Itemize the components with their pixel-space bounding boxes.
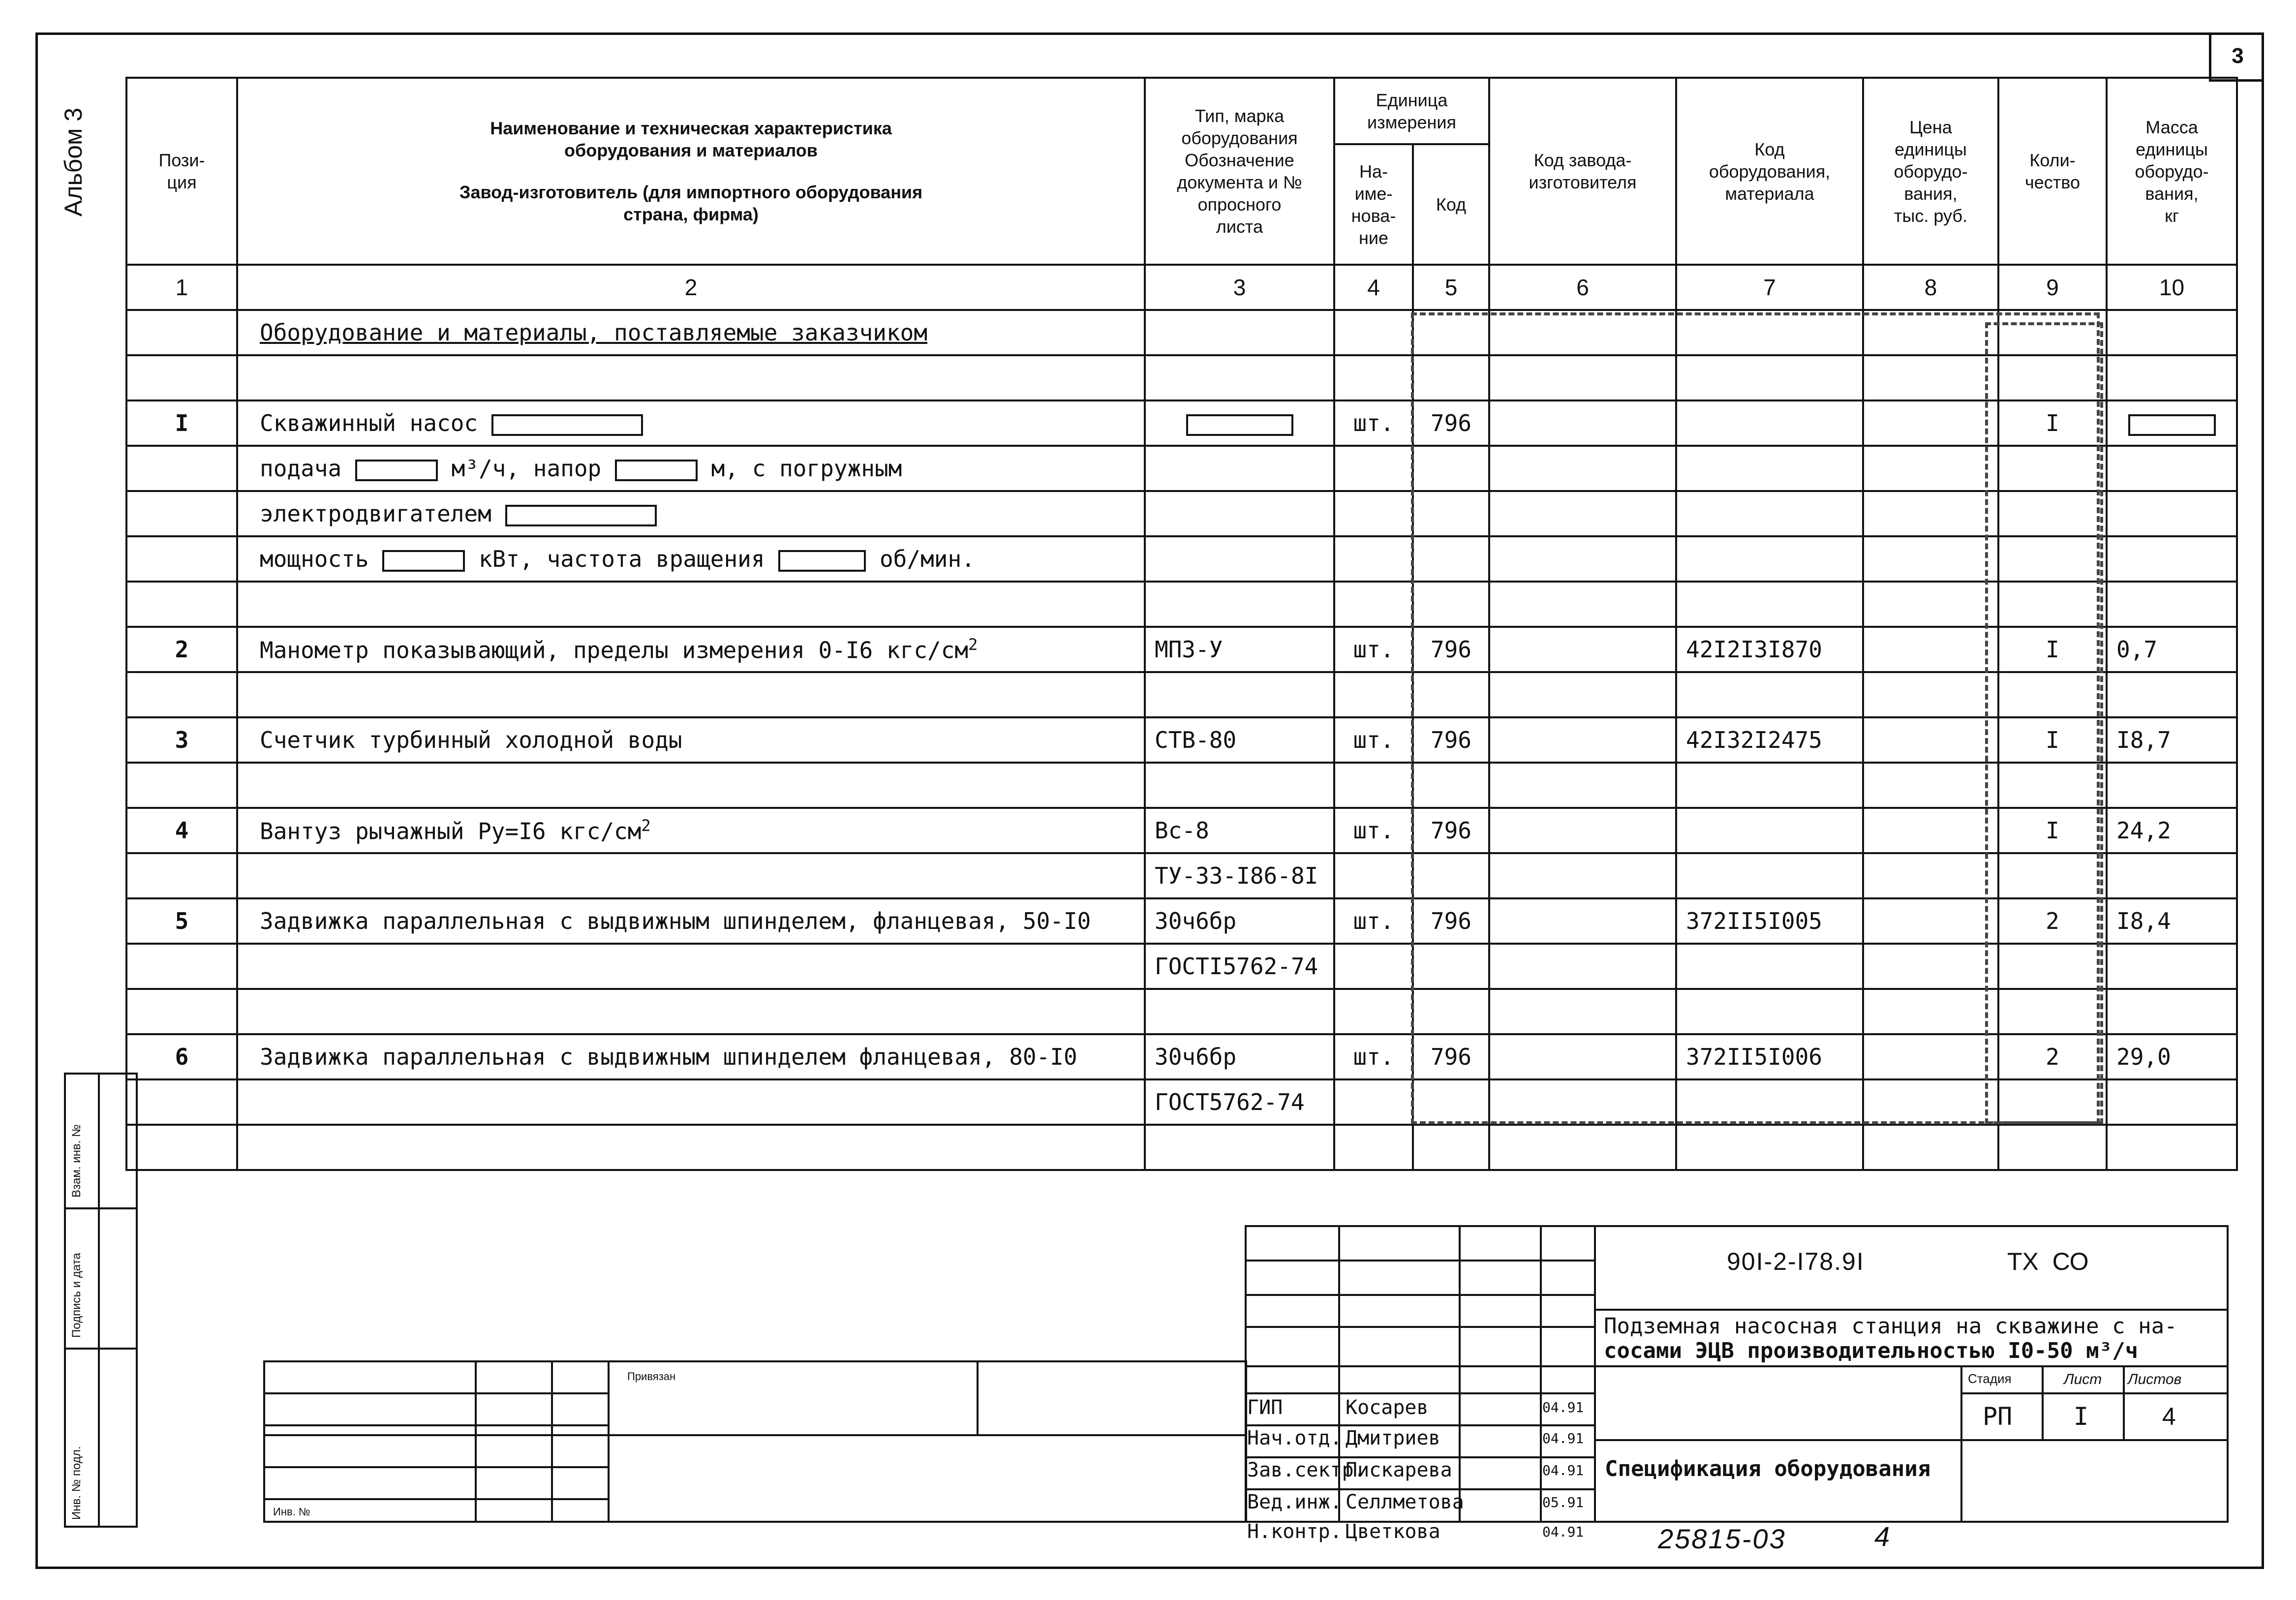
- header-factory-code: Код завода- изготовителя: [1489, 78, 1676, 265]
- header-price: Цена единицы оборудо- вания, тыс. руб.: [1863, 78, 1998, 265]
- inv-label: Инв. №: [273, 1506, 310, 1518]
- table-row: 2 Манометр показывающий, пределы измерения 0-I6 кгс/$см^2$ МПЗ-У шт. 796 42I2I3I870 I 0,7: [126, 627, 2237, 672]
- column-numbers-row: 1 2 3 4 5 6 7 8 9 10: [126, 265, 2237, 310]
- header-material-code: Код оборудования, материала: [1676, 78, 1863, 265]
- table-row: электродвигателем: [126, 491, 2237, 536]
- footer-number: 25815-03: [1658, 1523, 1786, 1554]
- section-title: Оборудование и материалы, поставляемые заказчиком: [260, 319, 928, 346]
- album-label: Альбом 3: [60, 107, 87, 216]
- table-row: 4 Вантуз рычажный Ру=I6 кгс/$см^2$ Вс-8 шт. 796 I 24,2: [126, 808, 2237, 853]
- blank-field: [491, 414, 643, 436]
- header-quantity: Коли- чество: [1998, 78, 2107, 265]
- header-unit-name: На- име- нова- ние: [1334, 144, 1413, 265]
- header-mass: Масса единицы оборудо- вания, кг: [2107, 78, 2237, 265]
- table-row: ТУ-33-I86-8I: [126, 853, 2237, 898]
- header-unit: Единица измерения: [1334, 78, 1489, 144]
- footer-page: 4: [1874, 1521, 1890, 1552]
- table-row: 6 Задвижка параллельная с выдвижным шпинделем фланцевая, 80-I0 30ч6бр шт. 796 372II5I006 2 29,0: [126, 1034, 2237, 1079]
- sheet-label: Лист: [2064, 1371, 2102, 1387]
- header-unit-code: Код: [1413, 144, 1489, 265]
- table-row: ГОСТI5762-74: [126, 944, 2237, 989]
- table-row: 3 Счетчик турбинный холодной воды СТВ-80 шт. 796 42I32I2475 I I8,7: [126, 717, 2237, 763]
- table-row: I Скважинный насос шт. 796 I: [126, 400, 2237, 446]
- sheet-number: 3: [2209, 32, 2264, 82]
- header-type: Тип, марка оборудования Обозначение документа и № опросного листа: [1145, 78, 1334, 265]
- table-row: мощность кВт, частота вращения об/мин.: [126, 536, 2237, 582]
- table-row: ГОСТ5762-74: [126, 1079, 2237, 1125]
- table-row: подача м³/ч, напор м, с погружным: [126, 446, 2237, 491]
- attached-label: Привязан: [627, 1370, 676, 1383]
- project-title-line1: Подземная насосная станция на скважине с на-: [1604, 1314, 2177, 1339]
- header-name: Наименование и техническая характеристика оборудования и материалов Завод-изготовитель (для импортного оборудования страна, фирма): [237, 78, 1145, 265]
- project-title-line2: сосами ЭЦВ производительностью I0-50 м³/ч: [1604, 1338, 2139, 1363]
- stage-label: Стадия: [1968, 1371, 2012, 1386]
- header-position: Пози- ция: [126, 78, 237, 265]
- doc-mark: ТХ СО: [2007, 1248, 2089, 1275]
- sheet-title: Спецификация оборудования: [1605, 1456, 1931, 1481]
- dashed-region: [1985, 322, 2103, 1124]
- sheets-label: Листов: [2128, 1371, 2182, 1387]
- blank-field: [2128, 414, 2216, 436]
- sheet-value: I: [2074, 1402, 2089, 1431]
- table-row: 5 Задвижка параллельная с выдвижным шпинделем, фланцевая, 50-I0 30ч6бр шт. 796 372II5I005 2 I8,4: [126, 898, 2237, 944]
- side-stamp: Взам. инв. № Подпись и дата Инв. № подл.: [64, 1073, 138, 1528]
- sheets-value: 4: [2162, 1403, 2176, 1430]
- blank-field: [1186, 414, 1293, 436]
- doc-code: 90I-2-I78.9I: [1727, 1248, 1865, 1275]
- stage-value: РП: [1983, 1402, 2013, 1431]
